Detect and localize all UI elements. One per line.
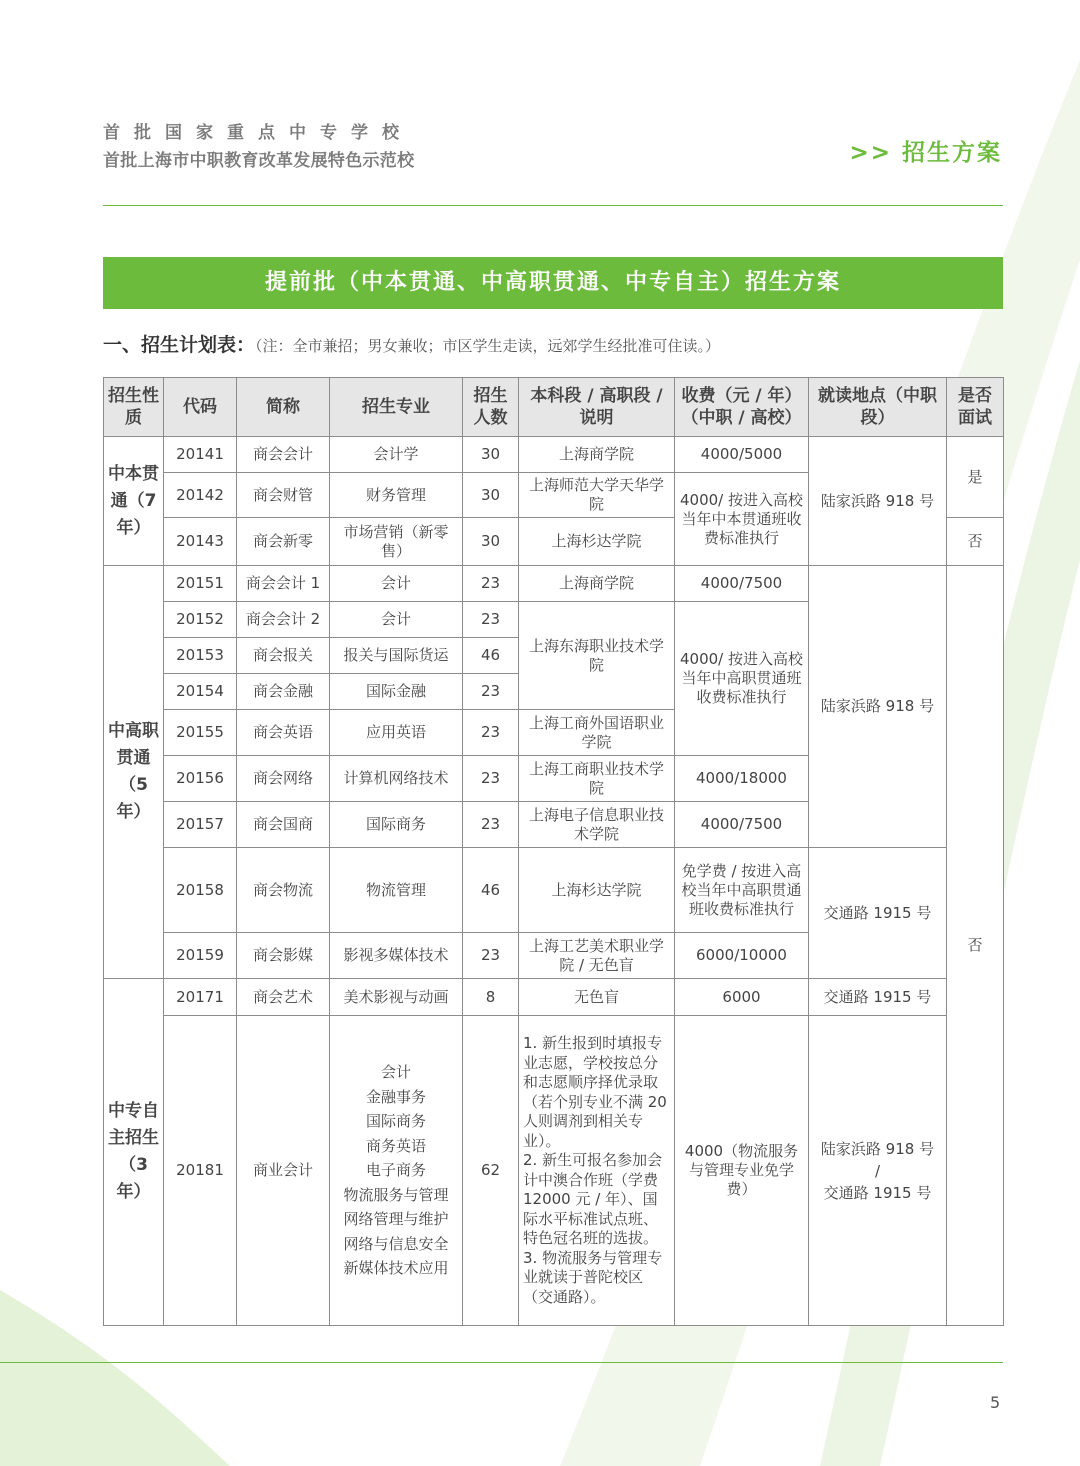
table-header-row (104, 378, 1004, 437)
cell-code: 20141 (164, 437, 237, 473)
cell-major-list (330, 1016, 463, 1326)
cell-fee: 4000/5000 (675, 437, 809, 473)
enrollment-plan-table (103, 377, 1004, 1326)
school-title-line1: 首批国家重点中专学校 (103, 123, 413, 143)
cell-major: 影视多媒体技术 (330, 933, 463, 979)
footer-divider (0, 1362, 1003, 1363)
group-zhonggao: 中高职贯通（5年） (104, 566, 164, 979)
cell-stage: 上海师范大学天华学院 (519, 473, 675, 518)
cell-count: 30 (463, 518, 519, 566)
cell-code: 20155 (164, 710, 237, 756)
page-number: 5 (990, 1393, 1001, 1412)
cell-major: 国际金融 (330, 674, 463, 710)
cell-major: 美术影视与动画 (330, 979, 463, 1016)
cell-code: 20159 (164, 933, 237, 979)
cell-interview: 是 (947, 437, 1004, 518)
cell-count: 23 (463, 933, 519, 979)
cell-interview: 否 (947, 566, 1004, 1326)
cell-short: 商会国商 (237, 802, 330, 848)
cell-major: 市场营销（新零售） (330, 518, 463, 566)
col-stage: 本科段 / 高职段 / 说明 (519, 378, 675, 437)
cell-short: 商会会计 2 (237, 602, 330, 638)
col-major: 招生专业 (330, 378, 463, 437)
cell-major: 财务管理 (330, 473, 463, 518)
cell-code: 20152 (164, 602, 237, 638)
section-banner: 提前批（中本贯通、中高职贯通、中专自主）招生方案 (103, 257, 1003, 309)
cell-location: 陆家浜路 918 号 (809, 566, 947, 848)
col-interview: 是否面试 (947, 378, 1004, 437)
group-zhongben: 中本贯通（7年） (104, 437, 164, 566)
cell-short: 商会英语 (237, 710, 330, 756)
cell-interview: 否 (947, 518, 1004, 566)
col-location: 就读地点（中职段） (809, 378, 947, 437)
cell-major: 会计 (330, 566, 463, 602)
cell-code: 20157 (164, 802, 237, 848)
cell-major: 物流管理 (330, 848, 463, 933)
cell-count: 30 (463, 473, 519, 518)
cell-short: 商会金融 (237, 674, 330, 710)
cell-short: 商会会计 (237, 437, 330, 473)
cell-code: 20151 (164, 566, 237, 602)
cell-stage: 上海杉达学院 (519, 848, 675, 933)
table-row (104, 848, 1004, 933)
cell-fee: 4000/7500 (675, 802, 809, 848)
cell-major: 计算机网络技术 (330, 756, 463, 802)
cell-short: 商会影媒 (237, 933, 330, 979)
major-item: 金融事务 (365, 1087, 426, 1106)
cell-code: 20171 (164, 979, 237, 1016)
cell-fee: 4000/ 按进入高校当年中高职贯通班收费标准执行 (675, 602, 809, 756)
note-item: 3. 物流服务与管理专业就读于普陀校区（交通路）。 (523, 1248, 663, 1306)
col-code: 代码 (164, 378, 237, 437)
cell-count: 62 (463, 1016, 519, 1326)
cell-short: 商会新零 (237, 518, 330, 566)
plan-section-heading (103, 330, 720, 357)
table-row (104, 979, 1004, 1016)
cell-fee: 免学费 / 按进入高校当年中高职贯通班收费标准执行 (675, 848, 809, 933)
cell-stage: 上海杉达学院 (519, 518, 675, 566)
location-a: 陆家浜路 918 号 (820, 1139, 935, 1158)
cell-short: 商会网络 (237, 756, 330, 802)
major-item: 商务英语 (365, 1136, 426, 1155)
school-title-line2: 首批上海市中职教育改革发展特色示范校 (103, 151, 415, 171)
cell-count: 23 (463, 674, 519, 710)
cell-count: 8 (463, 979, 519, 1016)
location-b: 交通路 1915 号 (823, 1183, 932, 1202)
table-row (104, 566, 1004, 602)
major-item: 网络管理与维护 (343, 1210, 449, 1229)
cell-short: 商会艺术 (237, 979, 330, 1016)
cell-code: 20154 (164, 674, 237, 710)
cell-stage: 无色盲 (519, 979, 675, 1016)
cell-stage: 上海商学院 (519, 566, 675, 602)
cell-short: 商会报关 (237, 638, 330, 674)
table-row (104, 1016, 1004, 1326)
cell-count: 23 (463, 602, 519, 638)
cell-count: 23 (463, 566, 519, 602)
major-item: 物流服务与管理 (343, 1185, 449, 1204)
col-fee: 收费（元 / 年）（中职 / 高校） (675, 378, 809, 437)
cell-count: 30 (463, 437, 519, 473)
cell-major: 会计学 (330, 437, 463, 473)
plan-note: （注：全市兼招；男女兼收；市区学生走读，远郊学生经批准可住读。） (255, 337, 721, 355)
cell-count: 23 (463, 802, 519, 848)
cell-code: 20181 (164, 1016, 237, 1326)
major-item: 网络与信息安全 (343, 1234, 449, 1253)
col-count: 招生人数 (463, 378, 519, 437)
cell-fee: 4000（物流服务与管理专业免学费） (675, 1016, 809, 1326)
breadcrumb: >> 招生方案 (849, 140, 1002, 166)
cell-count: 23 (463, 710, 519, 756)
cell-short: 商会物流 (237, 848, 330, 933)
cell-fee: 6000 (675, 979, 809, 1016)
major-item: 会计 (380, 1063, 411, 1082)
note-item: 2. 新生可报名参加会计中澳合作班（学费 12000 元 / 年）、国际水平标准试点班、特色冠名班的选拔。 (523, 1151, 663, 1247)
cell-location: 交通路 1915 号 (809, 979, 947, 1016)
location-separator: / (874, 1161, 881, 1180)
col-short: 简称 (237, 378, 330, 437)
group-zizhu: 中专自主招生（3年） (104, 979, 164, 1326)
cell-code: 20142 (164, 473, 237, 518)
table-row (104, 437, 1004, 473)
cell-short: 商会会计 1 (237, 566, 330, 602)
cell-short: 商业会计 (237, 1016, 330, 1326)
cell-stage: 上海电子信息职业技术学院 (519, 802, 675, 848)
cell-major: 应用英语 (330, 710, 463, 756)
col-nature: 招生性质 (104, 378, 164, 437)
cell-stage: 上海工艺美术职业学院 / 无色盲 (519, 933, 675, 979)
cell-location: 陆家浜路 918 号 (809, 437, 947, 566)
cell-major: 报关与国际货运 (330, 638, 463, 674)
cell-count: 23 (463, 756, 519, 802)
plan-heading: 一、招生计划表： (103, 334, 256, 356)
cell-major: 会计 (330, 602, 463, 638)
major-item: 国际商务 (365, 1112, 426, 1131)
cell-stage: 上海工商职业技术学院 (519, 756, 675, 802)
cell-location (809, 1016, 947, 1326)
cell-fee: 4000/ 按进入高校当年中本贯通班收费标准执行 (675, 473, 809, 566)
major-item: 电子商务 (365, 1161, 426, 1180)
cell-major: 国际商务 (330, 802, 463, 848)
cell-code: 20158 (164, 848, 237, 933)
cell-short: 商会财管 (237, 473, 330, 518)
cell-fee: 4000/7500 (675, 566, 809, 602)
cell-count: 46 (463, 848, 519, 933)
cell-stage: 上海工商外国语职业学院 (519, 710, 675, 756)
cell-fee: 6000/10000 (675, 933, 809, 979)
note-item: 1. 新生报到时填报专业志愿，学校按总分和志愿顺序择优录取（若个别专业不满 20 人则调剂到相关专业）。 (523, 1034, 667, 1150)
cell-location: 交通路 1915 号 (809, 848, 947, 979)
cell-count: 46 (463, 638, 519, 674)
cell-code: 20156 (164, 756, 237, 802)
cell-code: 20153 (164, 638, 237, 674)
cell-stage: 上海东海职业技术学院 (519, 602, 675, 710)
cell-stage: 上海商学院 (519, 437, 675, 473)
major-item: 新媒体技术应用 (343, 1259, 449, 1278)
header-divider (103, 205, 1003, 206)
cell-notes (519, 1016, 675, 1326)
cell-fee: 4000/18000 (675, 756, 809, 802)
cell-code: 20143 (164, 518, 237, 566)
